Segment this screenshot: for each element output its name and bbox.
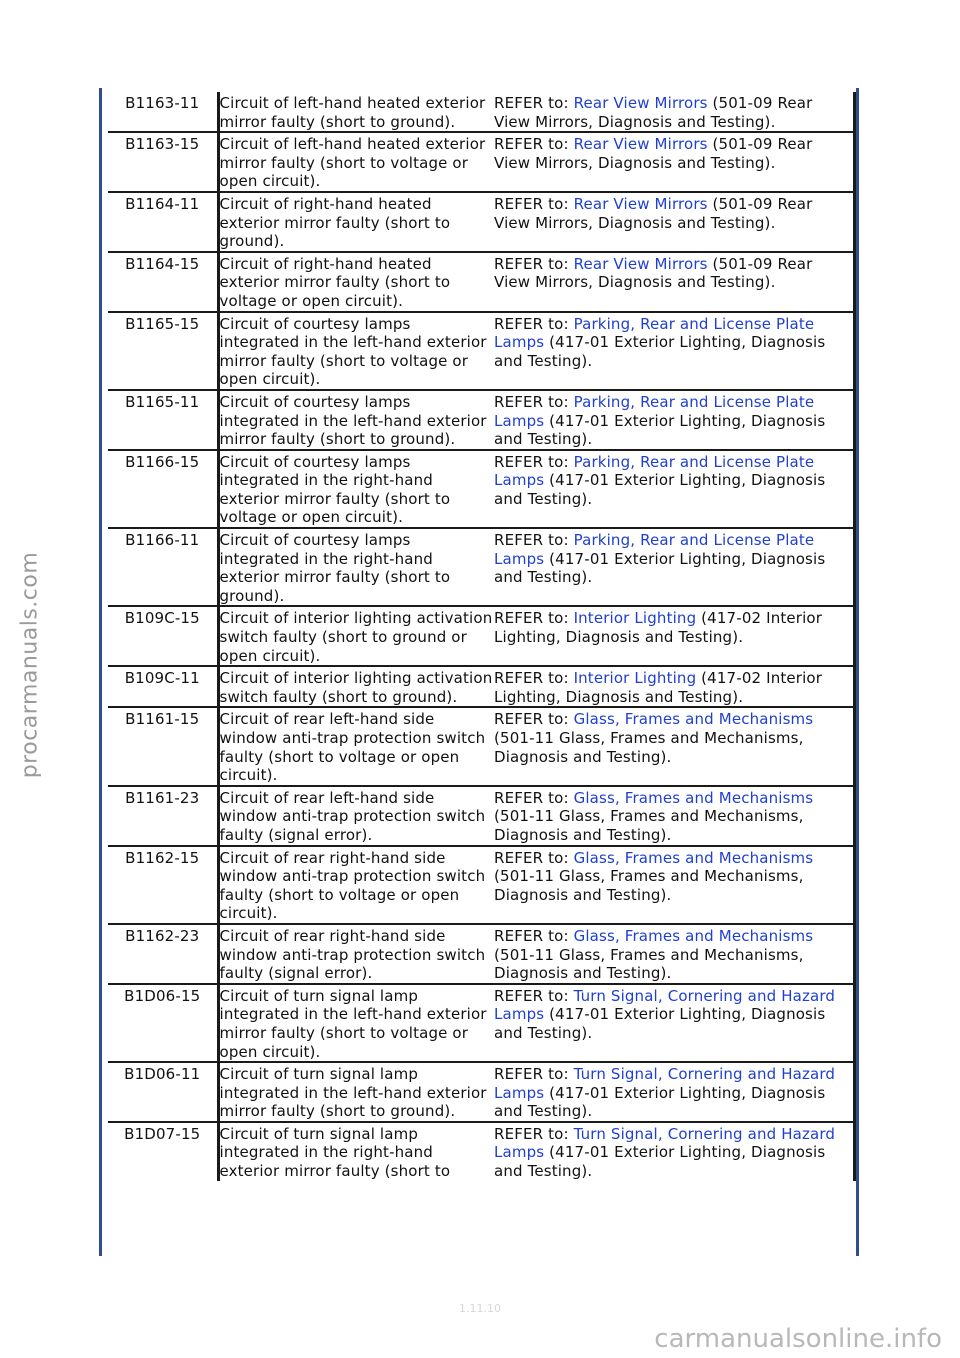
dtc-description: Circuit of courtesy lamps integrated in the right-hand exterior mirror faulty (short to ground). xyxy=(218,528,494,606)
dtc-code: B109C-11 xyxy=(108,666,218,707)
dtc-action xyxy=(494,1062,854,1122)
refer-suffix: (501-09 Rear View Mirrors, Diagnosis and Testing). xyxy=(494,94,813,131)
table-row xyxy=(108,1122,854,1181)
dtc-action xyxy=(494,606,854,666)
refer-suffix: (501-11 Glass, Frames and Mechanisms, Diagnosis and Testing). xyxy=(494,867,804,904)
refer-suffix: (417-02 Interior Lighting, Diagnosis and Testing). xyxy=(494,669,823,706)
side-watermark: procarmanuals.com xyxy=(17,551,43,779)
bottom-watermark: carmanualsonline.info xyxy=(654,1324,942,1354)
dtc-action xyxy=(494,1122,854,1181)
refer-suffix: (417-01 Exterior Lighting, Diagnosis and Testing). xyxy=(494,1005,826,1042)
dtc-code: B1161-23 xyxy=(108,786,218,846)
refer-suffix: (501-11 Glass, Frames and Mechanisms, Diagnosis and Testing). xyxy=(494,729,804,766)
refer-prefix: REFER to: xyxy=(494,669,574,688)
table-row xyxy=(108,390,854,450)
dtc-code: B1164-11 xyxy=(108,192,218,252)
dtc-description: Circuit of courtesy lamps integrated in the left-hand exterior mirror faulty (short to voltage or open circuit). xyxy=(218,312,494,390)
table-row xyxy=(108,924,854,984)
table-row xyxy=(108,312,854,390)
refer-link[interactable]: Rear View Mirrors xyxy=(573,194,708,213)
refer-suffix: (417-01 Exterior Lighting, Diagnosis and Testing). xyxy=(494,411,826,449)
refer-link[interactable]: Parking, Rear and License Plate Lamps xyxy=(494,531,815,568)
dtc-action xyxy=(494,846,854,924)
table-row xyxy=(108,984,854,1062)
table-row xyxy=(108,846,854,924)
table-row xyxy=(108,606,854,666)
dtc-description: Circuit of rear left-hand side window anti-trap protection switch faulty (short to voltage or open circuit). xyxy=(218,707,494,785)
dtc-code: B1162-15 xyxy=(108,846,218,924)
dtc-code: B1165-11 xyxy=(108,390,218,450)
table-row xyxy=(108,450,854,528)
dtc-description: Circuit of courtesy lamps integrated in the left-hand exterior mirror faulty (short to ground). xyxy=(218,390,494,450)
refer-link[interactable]: Glass, Frames and Mechanisms xyxy=(573,710,814,729)
table-row xyxy=(108,528,854,606)
refer-link[interactable]: Turn Signal, Cornering and Hazard Lamps xyxy=(494,986,836,1024)
refer-link[interactable]: Interior Lighting xyxy=(573,609,697,628)
refer-prefix: REFER to: xyxy=(494,986,574,1005)
refer-suffix: (417-01 Exterior Lighting, Diagnosis and Testing). xyxy=(494,1143,826,1181)
dtc-action xyxy=(494,192,854,252)
refer-link[interactable]: Turn Signal, Cornering and Hazard Lamps xyxy=(494,1124,836,1162)
refer-suffix: (417-02 Interior Lighting, Diagnosis and Testing). xyxy=(494,609,823,647)
refer-link[interactable]: Parking, Rear and License Plate Lamps xyxy=(494,452,815,490)
dtc-table xyxy=(108,92,856,1181)
dtc-action xyxy=(494,312,854,390)
page-frame-right xyxy=(856,88,859,1256)
table-row xyxy=(108,132,854,192)
table-row xyxy=(108,707,854,785)
dtc-table-body xyxy=(108,92,854,1181)
dtc-description: Circuit of turn signal lamp integrated in the left-hand exterior mirror faulty (short to ground). xyxy=(218,1062,494,1122)
dtc-description: Circuit of right-hand heated exterior mirror faulty (short to ground). xyxy=(218,192,494,252)
dtc-description: Circuit of turn signal lamp integrated in the right-hand exterior mirror faulty (short to xyxy=(218,1122,494,1181)
refer-link[interactable]: Rear View Mirrors xyxy=(573,254,708,273)
refer-prefix: REFER to: xyxy=(494,452,574,471)
dtc-description: Circuit of left-hand heated exterior mirror faulty (short to ground). xyxy=(218,92,494,132)
dtc-code: B109C-15 xyxy=(108,606,218,666)
refer-prefix: REFER to: xyxy=(494,531,574,550)
dtc-action xyxy=(494,924,854,984)
dtc-description: Circuit of left-hand heated exterior mirror faulty (short to voltage or open circuit). xyxy=(218,132,494,192)
dtc-description: Circuit of interior lighting activation switch faulty (short to ground). xyxy=(218,666,494,707)
dtc-action xyxy=(494,132,854,192)
dtc-code: B1166-11 xyxy=(108,528,218,606)
dtc-code: B1163-11 xyxy=(108,92,218,132)
dtc-description: Circuit of courtesy lamps integrated in the right-hand exterior mirror faulty (short to voltage or open circuit). xyxy=(218,450,494,528)
dtc-code: B1D06-11 xyxy=(108,1062,218,1122)
refer-suffix: (501-11 Glass, Frames and Mechanisms, Diagnosis and Testing). xyxy=(494,807,804,844)
dtc-action xyxy=(494,984,854,1062)
dtc-action xyxy=(494,666,854,707)
refer-suffix: (417-01 Exterior Lighting, Diagnosis and Testing). xyxy=(494,333,826,370)
refer-prefix: REFER to: xyxy=(494,710,574,729)
table-row xyxy=(108,786,854,846)
refer-prefix: REFER to: xyxy=(494,1065,574,1084)
dtc-description: Circuit of rear left-hand side window anti-trap protection switch faulty (signal error). xyxy=(218,786,494,846)
refer-suffix: (417-01 Exterior Lighting, Diagnosis and Testing). xyxy=(494,471,826,508)
dtc-code: B1166-15 xyxy=(108,450,218,528)
table-row xyxy=(108,252,854,312)
refer-link[interactable]: Rear View Mirrors xyxy=(573,135,708,154)
dtc-description: Circuit of interior lighting activation switch faulty (short to ground or open circuit). xyxy=(218,606,494,666)
dtc-code: B1162-23 xyxy=(108,924,218,984)
refer-prefix: REFER to: xyxy=(494,254,574,273)
refer-suffix: (501-09 Rear View Mirrors, Diagnosis and Testing). xyxy=(494,135,813,172)
dtc-code: B1D06-15 xyxy=(108,984,218,1062)
dtc-description: Circuit of rear right-hand side window anti-trap protection switch faulty (short to voltage or open circuit). xyxy=(218,846,494,924)
refer-prefix: REFER to: xyxy=(494,788,574,807)
refer-link[interactable]: Glass, Frames and Mechanisms xyxy=(573,788,814,807)
refer-prefix: REFER to: xyxy=(494,94,574,112)
refer-link[interactable]: Glass, Frames and Mechanisms xyxy=(573,926,814,945)
dtc-code: B1D07-15 xyxy=(124,1124,201,1143)
refer-suffix: (501-09 Rear View Mirrors, Diagnosis and Testing). xyxy=(494,254,813,292)
refer-link[interactable]: Turn Signal, Cornering and Hazard Lamps xyxy=(494,1065,836,1102)
table-row xyxy=(108,192,854,252)
dtc-code: B1161-15 xyxy=(108,707,218,785)
dtc-code: B1164-15 xyxy=(108,252,218,312)
refer-prefix: REFER to: xyxy=(494,1124,574,1143)
dtc-code: B1163-15 xyxy=(108,132,218,192)
table-row xyxy=(108,1062,854,1122)
refer-suffix: (417-01 Exterior Lighting, Diagnosis and Testing). xyxy=(494,549,826,587)
refer-prefix: REFER to: xyxy=(494,194,574,213)
refer-link[interactable]: Parking, Rear and License Plate Lamps xyxy=(494,314,815,352)
page-frame-left xyxy=(99,88,102,1256)
refer-prefix: REFER to: xyxy=(494,135,574,154)
table-row xyxy=(108,666,854,707)
dtc-description: Circuit of rear right-hand side window anti-trap protection switch faulty (signal error). xyxy=(218,924,494,984)
page-number: 1.11.10 xyxy=(459,1302,501,1315)
refer-prefix: REFER to: xyxy=(494,392,574,411)
dtc-action xyxy=(494,707,854,785)
dtc-action xyxy=(494,92,854,132)
refer-prefix: REFER to: xyxy=(494,848,574,867)
refer-link[interactable]: Rear View Mirrors xyxy=(573,94,708,112)
dtc-description: Circuit of right-hand heated exterior mirror faulty (short to voltage or open circuit). xyxy=(218,252,494,312)
refer-prefix: REFER to: xyxy=(494,926,574,945)
refer-link[interactable]: Glass, Frames and Mechanisms xyxy=(573,848,814,867)
table-row xyxy=(108,92,854,132)
refer-suffix: (501-09 Rear View Mirrors, Diagnosis and Testing). xyxy=(494,194,813,232)
dtc-code: B1165-15 xyxy=(108,312,218,390)
refer-link[interactable]: Parking, Rear and License Plate Lamps xyxy=(494,392,815,430)
dtc-description: Circuit of turn signal lamp integrated in the left-hand exterior mirror faulty (short to voltage or open circuit). xyxy=(218,984,494,1062)
refer-suffix: (501-11 Glass, Frames and Mechanisms, Diagnosis and Testing). xyxy=(494,945,804,983)
refer-suffix: (417-01 Exterior Lighting, Diagnosis and Testing). xyxy=(494,1083,826,1121)
refer-prefix: REFER to: xyxy=(494,609,574,628)
refer-prefix: REFER to: xyxy=(494,314,574,333)
dtc-action xyxy=(494,252,854,312)
dtc-action xyxy=(494,786,854,846)
dtc-action xyxy=(494,390,854,450)
refer-link[interactable]: Interior Lighting xyxy=(573,669,697,688)
dtc-action xyxy=(494,528,854,606)
dtc-action xyxy=(494,450,854,528)
